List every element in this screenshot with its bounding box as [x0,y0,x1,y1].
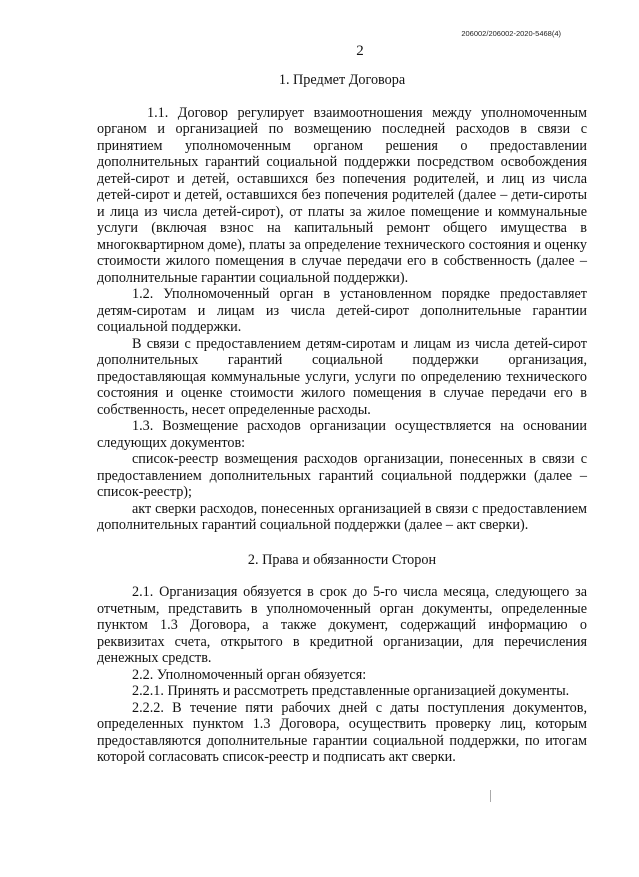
paragraph-1-2: 1.2. Уполномоченный орган в установленном порядке предоставляет детям-сиротам и лицам из числа детей-сирот дополнительные гарантии социальной поддержки. [97,286,587,335]
scan-mark [490,790,491,802]
section-1-title: 1. Предмет Договора [278,72,406,88]
paragraph-1-2-cont: В связи с предоставлением детям-сиротам и лицам из числа детей-сирот дополнительных гарантий социальной поддержки организация, предоставляющая коммунальные услуги, услуги по определению технического состояния и оценке стоимости жилого помещения в случае передачи его в собственность, несет определенные расходы. [97,335,587,418]
paragraph-2-2-1: 2.2.1. Принять и рассмотреть представленные организацией документы. [132,683,570,699]
paragraph-2-1: 2.1. Организация обязуется в срок до 5-го числа месяца, следующего за отчетным, представить в уполномоченный орган документы, определенные пунктом 1.3 Договора, а также документ, содержащий информацию о реквизитах счета, открытого в кредитной организации, для перечисления денежных средств. [97,584,587,666]
paragraph-1-3-item-1: список-реестр возмещения расходов организации, понесенных в связи с предоставлением дополнительных гарантий социальной поддержки (далее – список-реестр); [97,451,587,500]
paragraph-1-3: 1.3. Возмещение расходов организации осуществляется на основании следующих документов: [97,418,587,451]
page-number: 2 [356,43,364,59]
document-body [97,72,587,766]
paragraph-2-2: 2.2. Уполномоченный орган обязуется: [132,666,367,683]
document-number: 206002/206002-2020-5468(4) [461,29,561,38]
paragraph-2-2-2: 2.2.2. В течение пяти рабочих дней с даты поступления документов, определенных пунктом 1.3 Договора, осуществить проверку лиц, которым предоставляются дополнительные гарантии социальной поддержки, по итогам которой согласовать список-реестр и подписать акт сверки. [97,699,587,765]
paragraph-1-1: 1.1. Договор регулирует взаимоотношения между уполномоченным органом и организацией по возмещению последней расходов в связи с принятием уполномоченным органом решения о предоставлении дополнительных гарантий социальной поддержки посредством освобождения детей-сирот и детей, оставшихся без попечения родителей, и лиц из числа детей-сирот и детей, оставшихся без попечения родителей (далее – дети-сироты и лица из числа детей-сирот), от платы за жилое помещение и коммунальные услуги (включая взнос на капитальный ремонт общего имущества в многоквартирном доме), платы за определение технического состояния и оценку стоимости жилого помещения в случае передачи его в собственность (далее – дополнительные гарантии социальной поддержки). [97,104,587,286]
paragraph-1-3-item-2: акт сверки расходов, понесенных организацией в связи с предоставлением дополнительных гарантий социальной поддержки (далее – акт сверки). [97,500,587,533]
section-2-title: 2. Права и обязанности Сторон [247,551,437,568]
